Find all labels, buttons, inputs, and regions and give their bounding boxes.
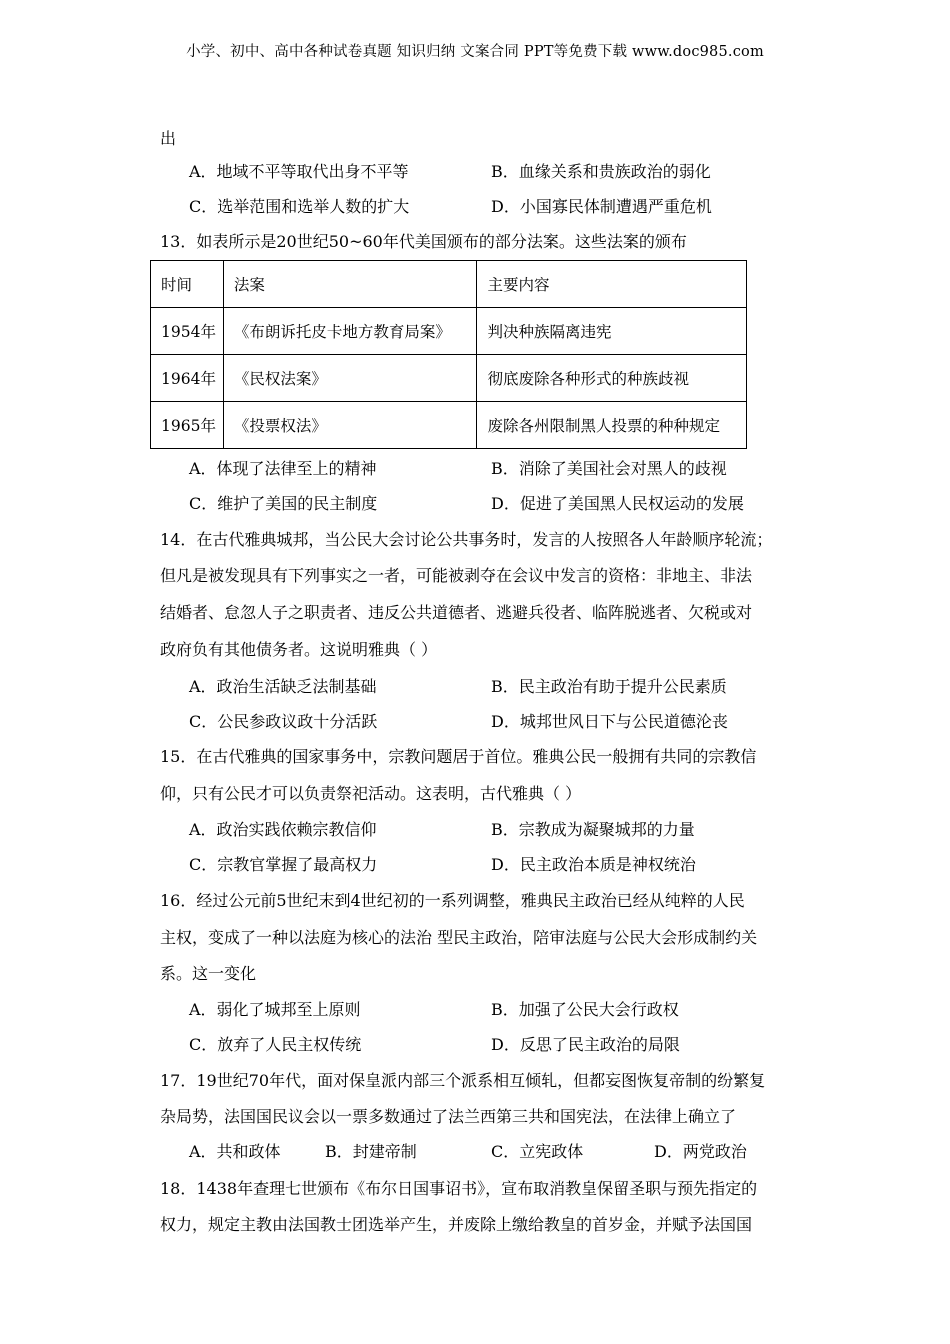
q16-option-b[interactable]: B．加强了公民大会行政权 xyxy=(491,1000,679,1019)
q16-option-c[interactable]: C．放弃了人民主权传统 xyxy=(189,1035,362,1054)
q18-stem-line: 权力，规定主教由法国教士团选举产生，并废除上缴给教皇的首岁金，并赋予法国国 xyxy=(160,1215,753,1234)
q17-option-d[interactable]: D．两党政治 xyxy=(654,1142,747,1161)
table-header-cell: 主要内容 xyxy=(477,261,747,308)
table-cell: 彻底废除各种形式的种族歧视 xyxy=(477,355,747,402)
q12-option-a[interactable]: A．地域不平等取代出身不平等 xyxy=(189,162,409,181)
q12-option-b[interactable]: B．血缘关系和贵族政治的弱化 xyxy=(491,162,711,181)
q16-stem-line: 主权，变成了一种以法庭为核心的法治 型民主政治，陪审法庭与公民大会形成制约关 xyxy=(160,928,758,947)
q13-option-a[interactable]: A．体现了法律至上的精神 xyxy=(189,459,377,478)
table-header-cell: 法案 xyxy=(223,261,477,308)
q16-stem-line: 16．经过公元前5世纪末到4世纪初的一系列调整，雅典民主政治已经从纯粹的人民 xyxy=(160,891,745,910)
q15-stem-line: 仰，只有公民才可以负责祭祀活动。这表明，古代雅典（ ） xyxy=(160,784,582,803)
q16-option-a[interactable]: A．弱化了城邦至上原则 xyxy=(189,1000,361,1019)
q12-option-c[interactable]: C．选举范围和选举人数的扩大 xyxy=(189,197,410,216)
table-header-row xyxy=(151,261,747,308)
q13-law-table xyxy=(150,260,747,449)
q15-option-a[interactable]: A．政治实践依赖宗教信仰 xyxy=(189,820,377,839)
q16-option-d[interactable]: D．反思了民主政治的局限 xyxy=(491,1035,680,1054)
q12-stem-tail: 出 xyxy=(160,129,177,148)
table-header-cell: 时间 xyxy=(151,261,224,308)
q13-option-c[interactable]: C．维护了美国的民主制度 xyxy=(189,494,378,513)
q12-option-d[interactable]: D．小国寡民体制遭遇严重危机 xyxy=(491,197,712,216)
q15-option-b[interactable]: B．宗教成为凝聚城邦的力量 xyxy=(491,820,695,839)
q15-option-d[interactable]: D．民主政治本质是神权统治 xyxy=(491,855,696,874)
q17-option-b[interactable]: B．封建帝制 xyxy=(325,1142,417,1161)
q17-stem-line: 杂局势，法国国民议会以一票多数通过了法兰西第三共和国宪法，在法律上确立了 xyxy=(160,1107,737,1126)
table-row xyxy=(151,355,747,402)
page-header: 小学、初中、高中各种试卷真题 知识归纳 文案合同 PPT等免费下载 www.doc985.com xyxy=(186,44,764,60)
q15-option-c[interactable]: C．宗教官掌握了最高权力 xyxy=(189,855,378,874)
q14-stem-line: 政府负有其他债务者。这说明雅典（ ） xyxy=(160,640,438,659)
table-row xyxy=(151,308,747,355)
q14-stem-line: 但凡是被发现具有下列事实之一者，可能被剥夺在会议中发言的资格：非地主、非法 xyxy=(160,566,753,585)
q13-option-b[interactable]: B．消除了美国社会对黑人的歧视 xyxy=(491,459,727,478)
q16-stem-line: 系。这一变化 xyxy=(160,964,257,983)
table-cell: 1954年 xyxy=(151,308,224,355)
q14-stem-line: 结婚者、怠忽人子之职责者、违反公共道德者、逃避兵役者、临阵脱逃者、欠税或对 xyxy=(160,603,753,622)
table-cell: 《民权法案》 xyxy=(223,355,477,402)
q14-option-c[interactable]: C．公民参政议政十分活跃 xyxy=(189,712,378,731)
table-cell: 1964年 xyxy=(151,355,224,402)
q14-option-a[interactable]: A．政治生活缺乏法制基础 xyxy=(189,677,377,696)
table-cell: 《布朗诉托皮卡地方教育局案》 xyxy=(223,308,477,355)
q17-stem-line: 17．19世纪70年代，面对保皇派内部三个派系相互倾轧，但都妄图恢复帝制的纷繁复 xyxy=(160,1071,766,1090)
table-cell: 《投票权法》 xyxy=(223,402,477,449)
table-cell: 1965年 xyxy=(151,402,224,449)
q15-stem-line: 15．在古代雅典的国家事务中，宗教问题居于首位。雅典公民一般拥有共同的宗教信 xyxy=(160,747,757,766)
q14-option-b[interactable]: B．民主政治有助于提升公民素质 xyxy=(491,677,727,696)
q13-option-d[interactable]: D．促进了美国黑人民权运动的发展 xyxy=(491,494,744,513)
q14-stem-line: 14．在古代雅典城邦，当公民大会讨论公共事务时，发言的人按照各人年龄顺序轮流； xyxy=(160,530,773,549)
q17-option-c[interactable]: C．立宪政体 xyxy=(491,1142,584,1161)
q17-option-a[interactable]: A．共和政体 xyxy=(189,1142,281,1161)
q18-stem-line: 18．1438年查理七世颁布《布尔日国事诏书》，宣布取消教皇保留圣职与预先指定的 xyxy=(160,1179,758,1198)
table-cell: 废除各州限制黑人投票的种种规定 xyxy=(477,402,747,449)
q13-stem: 13．如表所示是20世纪50~60年代美国颁布的部分法案。这些法案的颁布 xyxy=(160,232,687,251)
table-row xyxy=(151,402,747,449)
table-cell: 判决种族隔离违宪 xyxy=(477,308,747,355)
q14-option-d[interactable]: D．城邦世风日下与公民道德沦丧 xyxy=(491,712,728,731)
